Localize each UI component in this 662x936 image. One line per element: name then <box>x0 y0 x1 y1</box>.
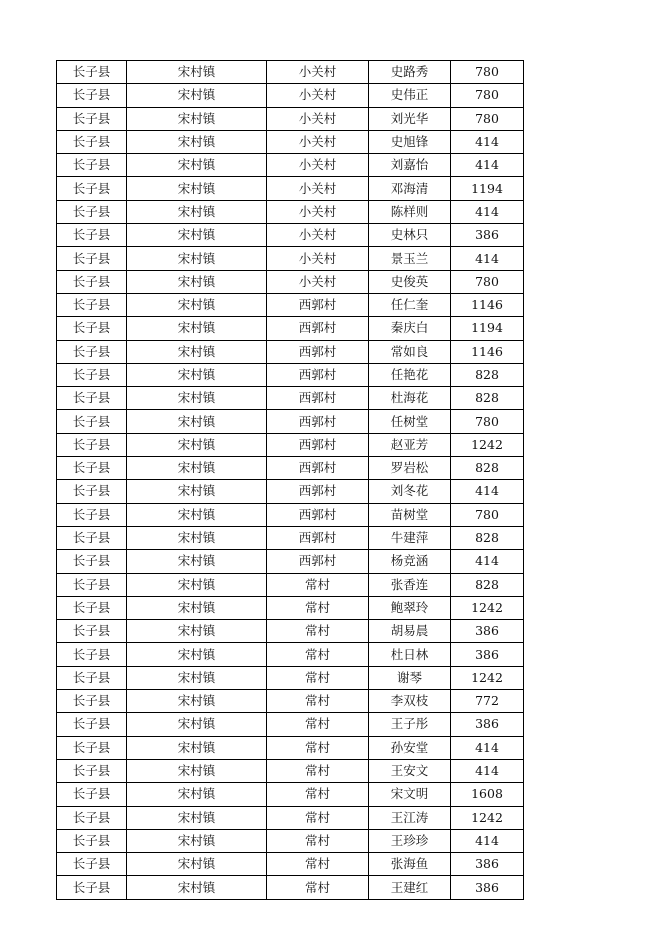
table-row <box>57 713 524 736</box>
amount-cell: 828 <box>451 526 524 549</box>
table-row <box>57 317 524 340</box>
county-cell: 长子县 <box>57 480 127 503</box>
county-cell: 长子县 <box>57 596 127 619</box>
village-cell: 常村 <box>267 713 369 736</box>
amount-cell: 1194 <box>451 317 524 340</box>
town-cell: 宋村镇 <box>127 363 267 386</box>
table-row <box>57 666 524 689</box>
village-cell: 小关村 <box>267 84 369 107</box>
amount-cell: 386 <box>451 643 524 666</box>
county-cell: 长子县 <box>57 363 127 386</box>
county-cell: 长子县 <box>57 736 127 759</box>
name-cell: 史伟正 <box>369 84 451 107</box>
county-cell: 长子县 <box>57 154 127 177</box>
town-cell: 宋村镇 <box>127 224 267 247</box>
village-cell: 小关村 <box>267 270 369 293</box>
amount-cell: 1608 <box>451 783 524 806</box>
name-cell: 王珍珍 <box>369 829 451 852</box>
name-cell: 杜海花 <box>369 387 451 410</box>
village-cell: 常村 <box>267 643 369 666</box>
name-cell: 景玉兰 <box>369 247 451 270</box>
name-cell: 鲍翠玲 <box>369 596 451 619</box>
town-cell: 宋村镇 <box>127 340 267 363</box>
amount-cell: 1242 <box>451 433 524 456</box>
name-cell: 胡易晨 <box>369 620 451 643</box>
amount-cell: 414 <box>451 759 524 782</box>
town-cell: 宋村镇 <box>127 293 267 316</box>
data-table <box>56 60 524 900</box>
name-cell: 谢琴 <box>369 666 451 689</box>
table-row <box>57 363 524 386</box>
amount-cell: 828 <box>451 363 524 386</box>
name-cell: 邓海清 <box>369 177 451 200</box>
name-cell: 刘光华 <box>369 107 451 130</box>
village-cell: 西郭村 <box>267 293 369 316</box>
village-cell: 小关村 <box>267 200 369 223</box>
town-cell: 宋村镇 <box>127 410 267 433</box>
county-cell: 长子县 <box>57 410 127 433</box>
county-cell: 长子县 <box>57 247 127 270</box>
village-cell: 西郭村 <box>267 526 369 549</box>
name-cell: 赵亚芳 <box>369 433 451 456</box>
table-row <box>57 876 524 899</box>
table-row <box>57 177 524 200</box>
town-cell: 宋村镇 <box>127 503 267 526</box>
county-cell: 长子县 <box>57 61 127 84</box>
table-row <box>57 270 524 293</box>
county-cell: 长子县 <box>57 84 127 107</box>
name-cell: 张香连 <box>369 573 451 596</box>
table-row <box>57 433 524 456</box>
village-cell: 小关村 <box>267 130 369 153</box>
town-cell: 宋村镇 <box>127 177 267 200</box>
amount-cell: 386 <box>451 876 524 899</box>
amount-cell: 1242 <box>451 596 524 619</box>
county-cell: 长子县 <box>57 853 127 876</box>
county-cell: 长子县 <box>57 387 127 410</box>
amount-cell: 828 <box>451 457 524 480</box>
amount-cell: 386 <box>451 713 524 736</box>
county-cell: 长子县 <box>57 829 127 852</box>
village-cell: 西郭村 <box>267 387 369 410</box>
table-row <box>57 457 524 480</box>
amount-cell: 772 <box>451 690 524 713</box>
amount-cell: 780 <box>451 61 524 84</box>
table-row <box>57 410 524 433</box>
name-cell: 史俊英 <box>369 270 451 293</box>
name-cell: 张海鱼 <box>369 853 451 876</box>
village-cell: 常村 <box>267 829 369 852</box>
table-body <box>57 61 524 900</box>
table-row <box>57 61 524 84</box>
county-cell: 长子县 <box>57 783 127 806</box>
town-cell: 宋村镇 <box>127 387 267 410</box>
village-cell: 常村 <box>267 853 369 876</box>
name-cell: 史林只 <box>369 224 451 247</box>
town-cell: 宋村镇 <box>127 457 267 480</box>
name-cell: 李双枝 <box>369 690 451 713</box>
county-cell: 长子县 <box>57 107 127 130</box>
town-cell: 宋村镇 <box>127 759 267 782</box>
amount-cell: 1242 <box>451 806 524 829</box>
county-cell: 长子县 <box>57 806 127 829</box>
table-row <box>57 573 524 596</box>
table-row <box>57 853 524 876</box>
village-cell: 常村 <box>267 806 369 829</box>
village-cell: 小关村 <box>267 154 369 177</box>
county-cell: 长子县 <box>57 503 127 526</box>
village-cell: 常村 <box>267 783 369 806</box>
table-row <box>57 620 524 643</box>
county-cell: 长子县 <box>57 224 127 247</box>
amount-cell: 386 <box>451 224 524 247</box>
county-cell: 长子县 <box>57 643 127 666</box>
table-row <box>57 480 524 503</box>
table-row <box>57 503 524 526</box>
amount-cell: 780 <box>451 84 524 107</box>
county-cell: 长子县 <box>57 550 127 573</box>
table-row <box>57 224 524 247</box>
name-cell: 刘冬花 <box>369 480 451 503</box>
town-cell: 宋村镇 <box>127 317 267 340</box>
table-row <box>57 596 524 619</box>
name-cell: 孙安堂 <box>369 736 451 759</box>
town-cell: 宋村镇 <box>127 736 267 759</box>
table-row <box>57 526 524 549</box>
village-cell: 西郭村 <box>267 457 369 480</box>
name-cell: 杜日林 <box>369 643 451 666</box>
county-cell: 长子县 <box>57 433 127 456</box>
town-cell: 宋村镇 <box>127 480 267 503</box>
county-cell: 长子县 <box>57 620 127 643</box>
amount-cell: 414 <box>451 736 524 759</box>
county-cell: 长子县 <box>57 340 127 363</box>
village-cell: 小关村 <box>267 177 369 200</box>
name-cell: 刘嘉怡 <box>369 154 451 177</box>
amount-cell: 1194 <box>451 177 524 200</box>
town-cell: 宋村镇 <box>127 666 267 689</box>
table-row <box>57 690 524 713</box>
town-cell: 宋村镇 <box>127 713 267 736</box>
village-cell: 常村 <box>267 620 369 643</box>
name-cell: 陈样则 <box>369 200 451 223</box>
amount-cell: 828 <box>451 387 524 410</box>
name-cell: 任仁奎 <box>369 293 451 316</box>
village-cell: 小关村 <box>267 107 369 130</box>
name-cell: 王安文 <box>369 759 451 782</box>
amount-cell: 780 <box>451 270 524 293</box>
village-cell: 西郭村 <box>267 550 369 573</box>
village-cell: 常村 <box>267 573 369 596</box>
table-row <box>57 340 524 363</box>
amount-cell: 414 <box>451 154 524 177</box>
table-row <box>57 643 524 666</box>
name-cell: 史旭锋 <box>369 130 451 153</box>
county-cell: 长子县 <box>57 457 127 480</box>
amount-cell: 414 <box>451 480 524 503</box>
name-cell: 史路秀 <box>369 61 451 84</box>
table-row <box>57 387 524 410</box>
county-cell: 长子县 <box>57 759 127 782</box>
name-cell: 秦庆白 <box>369 317 451 340</box>
town-cell: 宋村镇 <box>127 690 267 713</box>
village-cell: 常村 <box>267 666 369 689</box>
town-cell: 宋村镇 <box>127 550 267 573</box>
town-cell: 宋村镇 <box>127 620 267 643</box>
village-cell: 西郭村 <box>267 410 369 433</box>
town-cell: 宋村镇 <box>127 876 267 899</box>
table-row <box>57 736 524 759</box>
village-cell: 西郭村 <box>267 317 369 340</box>
village-cell: 西郭村 <box>267 480 369 503</box>
table-row <box>57 154 524 177</box>
county-cell: 长子县 <box>57 130 127 153</box>
table-row <box>57 829 524 852</box>
county-cell: 长子县 <box>57 690 127 713</box>
amount-cell: 414 <box>451 550 524 573</box>
name-cell: 王建红 <box>369 876 451 899</box>
name-cell: 王子彤 <box>369 713 451 736</box>
amount-cell: 828 <box>451 573 524 596</box>
table-row <box>57 293 524 316</box>
table-row <box>57 107 524 130</box>
village-cell: 常村 <box>267 596 369 619</box>
village-cell: 常村 <box>267 759 369 782</box>
amount-cell: 780 <box>451 410 524 433</box>
name-cell: 牛建萍 <box>369 526 451 549</box>
village-cell: 西郭村 <box>267 363 369 386</box>
amount-cell: 780 <box>451 503 524 526</box>
amount-cell: 1146 <box>451 293 524 316</box>
amount-cell: 414 <box>451 247 524 270</box>
town-cell: 宋村镇 <box>127 270 267 293</box>
amount-cell: 414 <box>451 200 524 223</box>
town-cell: 宋村镇 <box>127 154 267 177</box>
village-cell: 常村 <box>267 690 369 713</box>
amount-cell: 1242 <box>451 666 524 689</box>
table-row <box>57 247 524 270</box>
county-cell: 长子县 <box>57 200 127 223</box>
county-cell: 长子县 <box>57 177 127 200</box>
county-cell: 长子县 <box>57 876 127 899</box>
amount-cell: 414 <box>451 829 524 852</box>
table-row <box>57 84 524 107</box>
town-cell: 宋村镇 <box>127 247 267 270</box>
name-cell: 罗岩松 <box>369 457 451 480</box>
town-cell: 宋村镇 <box>127 806 267 829</box>
town-cell: 宋村镇 <box>127 200 267 223</box>
village-cell: 常村 <box>267 736 369 759</box>
town-cell: 宋村镇 <box>127 783 267 806</box>
table-row <box>57 759 524 782</box>
town-cell: 宋村镇 <box>127 526 267 549</box>
village-cell: 小关村 <box>267 247 369 270</box>
village-cell: 西郭村 <box>267 503 369 526</box>
county-cell: 长子县 <box>57 270 127 293</box>
name-cell: 任艳花 <box>369 363 451 386</box>
town-cell: 宋村镇 <box>127 829 267 852</box>
name-cell: 任树堂 <box>369 410 451 433</box>
table-row <box>57 806 524 829</box>
name-cell: 苗树堂 <box>369 503 451 526</box>
county-cell: 长子县 <box>57 293 127 316</box>
amount-cell: 1146 <box>451 340 524 363</box>
village-cell: 西郭村 <box>267 340 369 363</box>
town-cell: 宋村镇 <box>127 643 267 666</box>
village-cell: 西郭村 <box>267 433 369 456</box>
town-cell: 宋村镇 <box>127 130 267 153</box>
amount-cell: 386 <box>451 853 524 876</box>
name-cell: 宋文明 <box>369 783 451 806</box>
town-cell: 宋村镇 <box>127 107 267 130</box>
town-cell: 宋村镇 <box>127 84 267 107</box>
amount-cell: 414 <box>451 130 524 153</box>
town-cell: 宋村镇 <box>127 433 267 456</box>
table-row <box>57 200 524 223</box>
town-cell: 宋村镇 <box>127 573 267 596</box>
town-cell: 宋村镇 <box>127 61 267 84</box>
county-cell: 长子县 <box>57 666 127 689</box>
amount-cell: 780 <box>451 107 524 130</box>
county-cell: 长子县 <box>57 713 127 736</box>
county-cell: 长子县 <box>57 526 127 549</box>
county-cell: 长子县 <box>57 573 127 596</box>
name-cell: 杨竞涵 <box>369 550 451 573</box>
village-cell: 常村 <box>267 876 369 899</box>
name-cell: 王江涛 <box>369 806 451 829</box>
table-row <box>57 130 524 153</box>
county-cell: 长子县 <box>57 317 127 340</box>
amount-cell: 386 <box>451 620 524 643</box>
table-row <box>57 550 524 573</box>
village-cell: 小关村 <box>267 224 369 247</box>
town-cell: 宋村镇 <box>127 853 267 876</box>
village-cell: 小关村 <box>267 61 369 84</box>
town-cell: 宋村镇 <box>127 596 267 619</box>
name-cell: 常如良 <box>369 340 451 363</box>
table-row <box>57 783 524 806</box>
